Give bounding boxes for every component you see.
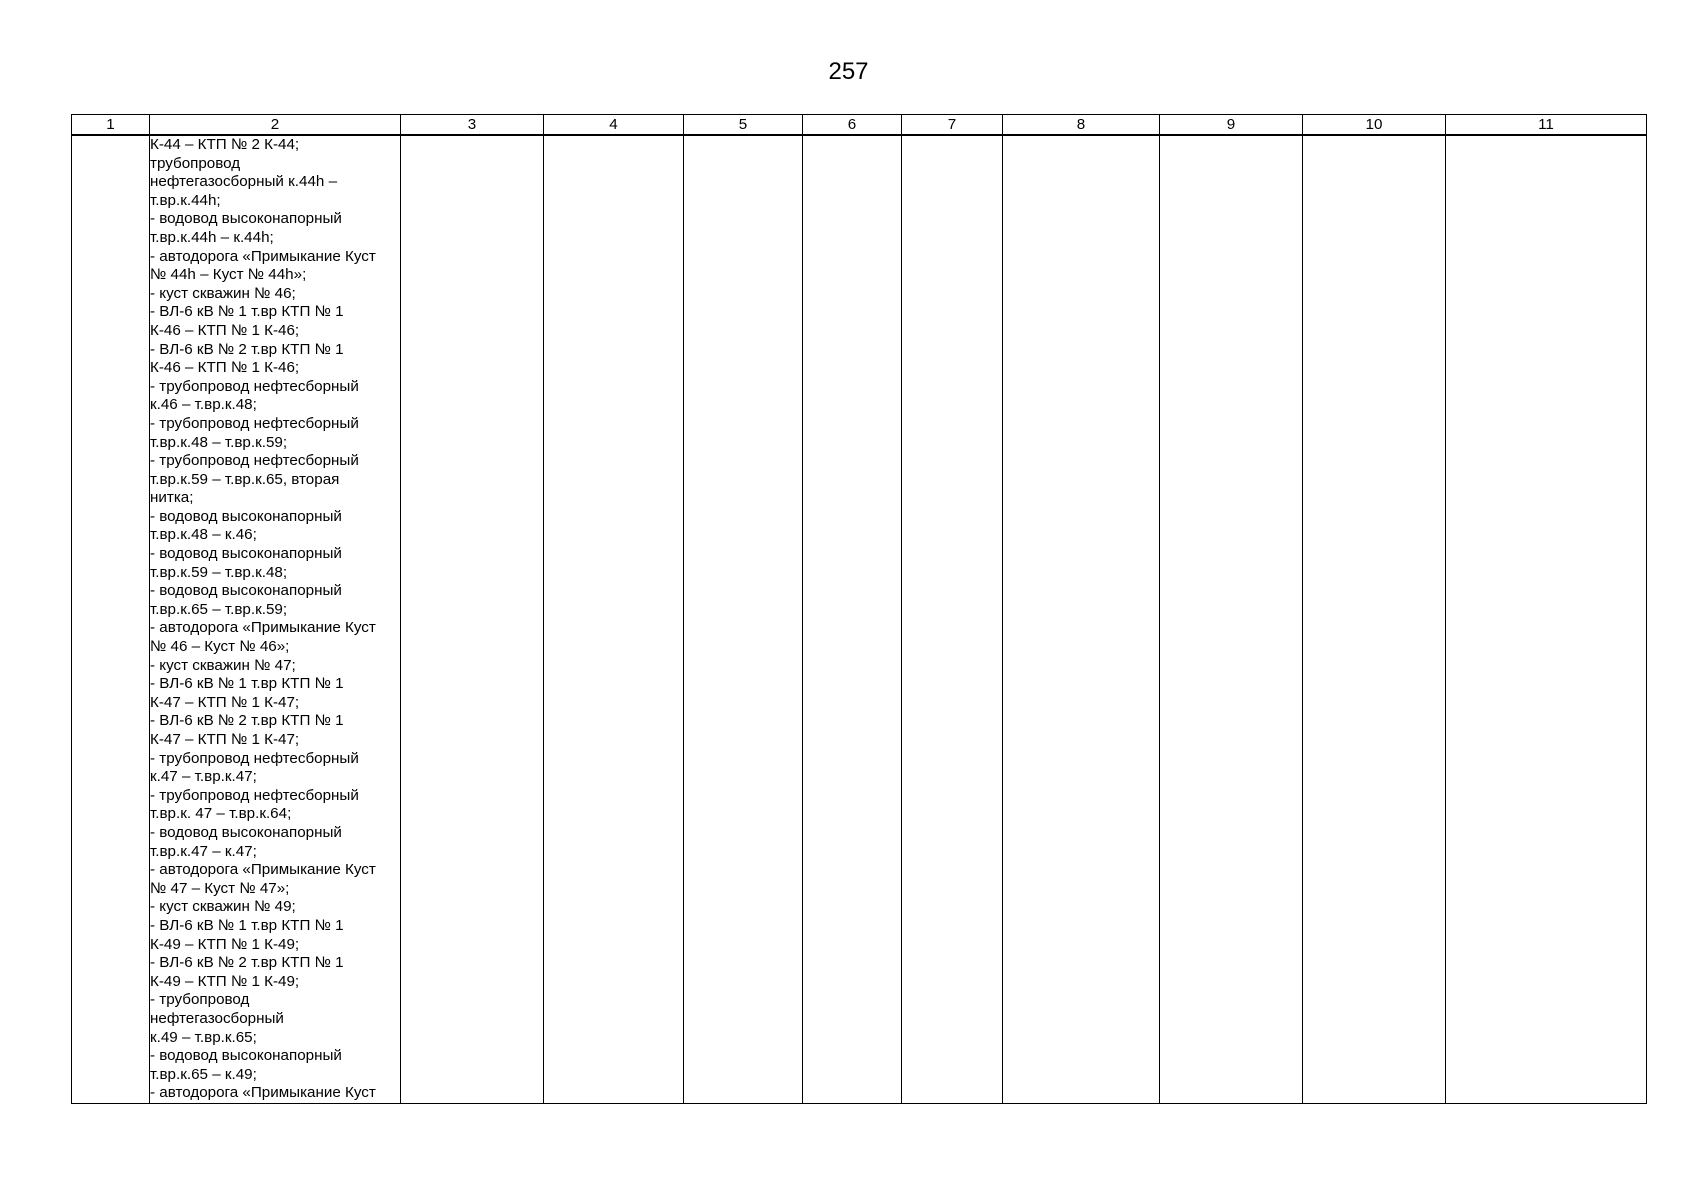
description-line: к.46 – т.вр.к.48; (150, 396, 257, 414)
cell-col-6 (803, 135, 902, 1103)
cell-col-10 (1303, 135, 1446, 1103)
description-line: - водовод высоконапорный (150, 823, 342, 841)
description-line: К-47 – КТП № 1 К-47; (150, 731, 300, 748)
description-line: к.47 – т.вр.к.47; (150, 768, 257, 786)
description-line: т.вр.к. 47 – т.вр.к.64; (150, 805, 292, 823)
description-line: - куст скважин № 46; (150, 284, 296, 302)
description-line: т.вр.к.59 – т.вр.к.65, вторая (150, 470, 340, 488)
column-header-11: 11 (1446, 115, 1647, 136)
column-header-1: 1 (72, 115, 150, 136)
cell-col-1 (72, 135, 150, 1103)
cell-col-2-description (150, 135, 401, 1103)
description-line: нефтегазосборный к.44h – (150, 173, 338, 191)
description-line: т.вр.к.65 – т.вр.к.59; (150, 600, 288, 618)
column-header-7: 7 (902, 115, 1003, 136)
description-line: т.вр.к.48 – т.вр.к.59; (150, 433, 288, 451)
description-line: - водовод высоконапорный (150, 1047, 342, 1065)
description-line: - ВЛ-6 кВ № 2 т.вр КТП № 1 (150, 712, 344, 730)
column-header-3: 3 (401, 115, 544, 136)
description-line: № 47 – Куст № 47»; (150, 879, 290, 897)
description-line: трубопровод (150, 154, 241, 172)
description-line: т.вр.к.65 – к.49; (150, 1065, 257, 1083)
cell-col-7 (902, 135, 1003, 1103)
description-line: - трубопровод нефтесборный (150, 414, 359, 432)
cell-col-3 (401, 135, 544, 1103)
cell-col-11 (1446, 135, 1647, 1103)
description-line: - трубопровод нефтесборный (150, 786, 359, 804)
description-line: - ВЛ-6 кВ № 2 т.вр КТП № 1 (150, 954, 344, 972)
description-line: нитка; (150, 489, 194, 507)
column-header-4: 4 (544, 115, 684, 136)
description-line: - водовод высоконапорный (150, 545, 342, 563)
page-number: 257 (828, 58, 869, 85)
column-header-9: 9 (1160, 115, 1303, 136)
description-line: - ВЛ-6 кВ № 2 т.вр КТП № 1 (150, 340, 344, 358)
description-line: - автодорога «Примыкание Куст (150, 619, 376, 637)
description-line: К-46 – КТП № 1 К-46; (150, 359, 300, 377)
description-line: К-46 – КТП № 1 К-46; (150, 321, 300, 339)
description-line: - трубопровод нефтесборный (150, 452, 359, 470)
description-line: - ВЛ-6 кВ № 1 т.вр КТП № 1 (150, 675, 344, 693)
description-line: к.49 – т.вр.к.65; (150, 1028, 257, 1046)
cell-col-8 (1003, 135, 1160, 1103)
description-line: - трубопровод (150, 991, 250, 1009)
column-header-6: 6 (803, 115, 902, 136)
description-line: № 46 – Куст № 46»; (150, 638, 290, 656)
description-line: - трубопровод нефтесборный (150, 377, 359, 395)
description-line: - автодорога «Примыкание Куст (150, 247, 376, 265)
description-line: т.вр.к.59 – т.вр.к.48; (150, 563, 288, 581)
description-text (150, 136, 400, 1103)
description-line: - автодорога «Примыкание Куст (150, 1084, 376, 1102)
cell-col-5 (684, 135, 803, 1103)
description-line: К-44 – КТП № 2 К-44; (150, 136, 300, 153)
table-row (72, 135, 1647, 1103)
description-line: К-47 – КТП № 1 К-47; (150, 693, 300, 711)
description-line: т.вр.к.48 – к.46; (150, 526, 257, 544)
description-line: т.вр.к.44h; (150, 191, 221, 209)
column-header-5: 5 (684, 115, 803, 136)
cell-col-9 (1160, 135, 1303, 1103)
column-number-header-row (72, 115, 1647, 136)
description-line: - куст скважин № 49; (150, 898, 296, 916)
register-table (71, 114, 1647, 1104)
cell-col-4 (544, 135, 684, 1103)
column-header-2: 2 (150, 115, 401, 136)
description-line: - водовод высоконапорный (150, 507, 342, 525)
description-line: - ВЛ-6 кВ № 1 т.вр КТП № 1 (150, 303, 344, 321)
column-header-8: 8 (1003, 115, 1160, 136)
column-header-10: 10 (1303, 115, 1446, 136)
description-line: т.вр.к.44h – к.44h; (150, 228, 274, 246)
description-line: - автодорога «Примыкание Куст (150, 861, 376, 879)
description-line: К-49 – КТП № 1 К-49; (150, 935, 300, 953)
description-line: - куст скважин № 47; (150, 656, 296, 674)
description-line: - водовод высоконапорный (150, 210, 342, 228)
description-line: т.вр.к.47 – к.47; (150, 842, 257, 860)
description-line: № 44h – Куст № 44h»; (150, 266, 307, 284)
description-line: - ВЛ-6 кВ № 1 т.вр КТП № 1 (150, 916, 344, 934)
description-line: - трубопровод нефтесборный (150, 749, 359, 767)
description-line: - водовод высоконапорный (150, 582, 342, 600)
description-line: К-49 – КТП № 1 К-49; (150, 972, 300, 990)
description-line: нефтегазосборный (150, 1009, 284, 1027)
